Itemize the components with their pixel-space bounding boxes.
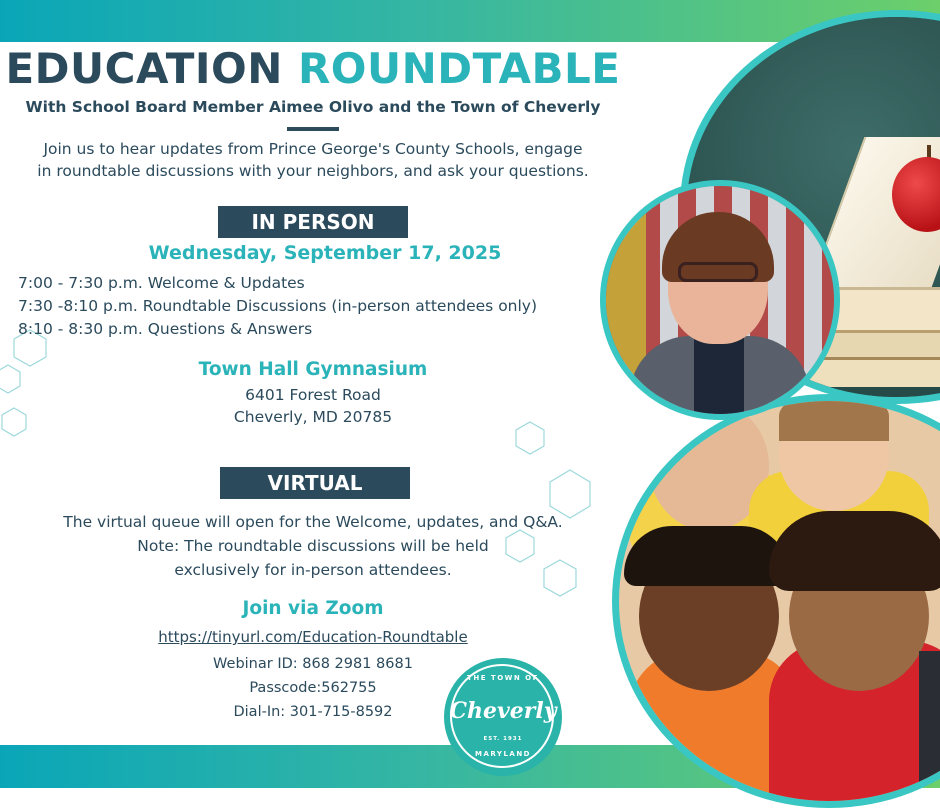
address-line: Cheverly, MD 20785: [233, 408, 393, 426]
venue-name: Town Hall Gymnasium: [198, 359, 428, 380]
virtual-label: VIRTUAL: [220, 467, 410, 499]
webinar-id: Webinar ID: 868 2981 8681: [213, 656, 413, 672]
virtual-note-line: Note: The roundtable discussions will be held: [137, 537, 489, 555]
schedule-item: 7:00 - 7:30 p.m. Welcome & Updates: [18, 274, 305, 292]
seal-est: EST. 1931: [483, 736, 523, 742]
zoom-heading: Join via Zoom: [242, 598, 384, 619]
children-photo: [612, 394, 940, 808]
intro-line: in roundtable discussions with your neighbors, and ask your questions.: [37, 162, 589, 180]
divider: [287, 127, 339, 131]
laptop: [919, 651, 940, 801]
schedule-item: 7:30 -8:10 p.m. Roundtable Discussions (in-person attendees only): [18, 297, 538, 315]
virtual-note: [0, 510, 626, 582]
town-seal-logo: [444, 658, 562, 776]
seal-name: Cheverly: [449, 698, 557, 724]
page-title: [0, 44, 626, 93]
child-hair: [769, 511, 940, 591]
board-member-portrait: [600, 180, 840, 420]
seal-bottom-text: MARYLAND: [474, 750, 531, 758]
virtual-note-line: exclusively for in-person attendees.: [174, 561, 452, 579]
virtual-note-line: The virtual queue will open for the Welcome, updates, and Q&A.: [63, 513, 563, 531]
seal-top-text: THE TOWN OF: [467, 674, 539, 682]
shirt: [694, 336, 744, 420]
child-hair: [624, 526, 789, 586]
venue-address: [0, 384, 626, 428]
zoom-link[interactable]: https://tinyurl.com/Education-Roundtable: [158, 628, 468, 646]
subtitle: With School Board Member Aimee Olivo and the Town of Cheverly: [25, 98, 601, 116]
intro-text: [0, 138, 626, 182]
address-line: 6401 Forest Road: [245, 386, 381, 404]
schedule-item: 8:10 - 8:30 p.m. Questions & Answers: [18, 320, 313, 338]
event-date: Wednesday, September 17, 2025: [148, 242, 502, 264]
passcode: Passcode:562755: [249, 680, 377, 696]
dial-in: Dial-In: 301-715-8592: [233, 704, 393, 720]
title-part-roundtable: ROUNDTABLE: [297, 44, 621, 93]
intro-line: Join us to hear updates from Prince George's County Schools, engage: [43, 140, 583, 158]
schedule-list: [18, 272, 608, 341]
glasses: [678, 262, 758, 282]
in-person-label: IN PERSON: [218, 206, 408, 238]
title-part-education: EDUCATION: [5, 44, 283, 93]
